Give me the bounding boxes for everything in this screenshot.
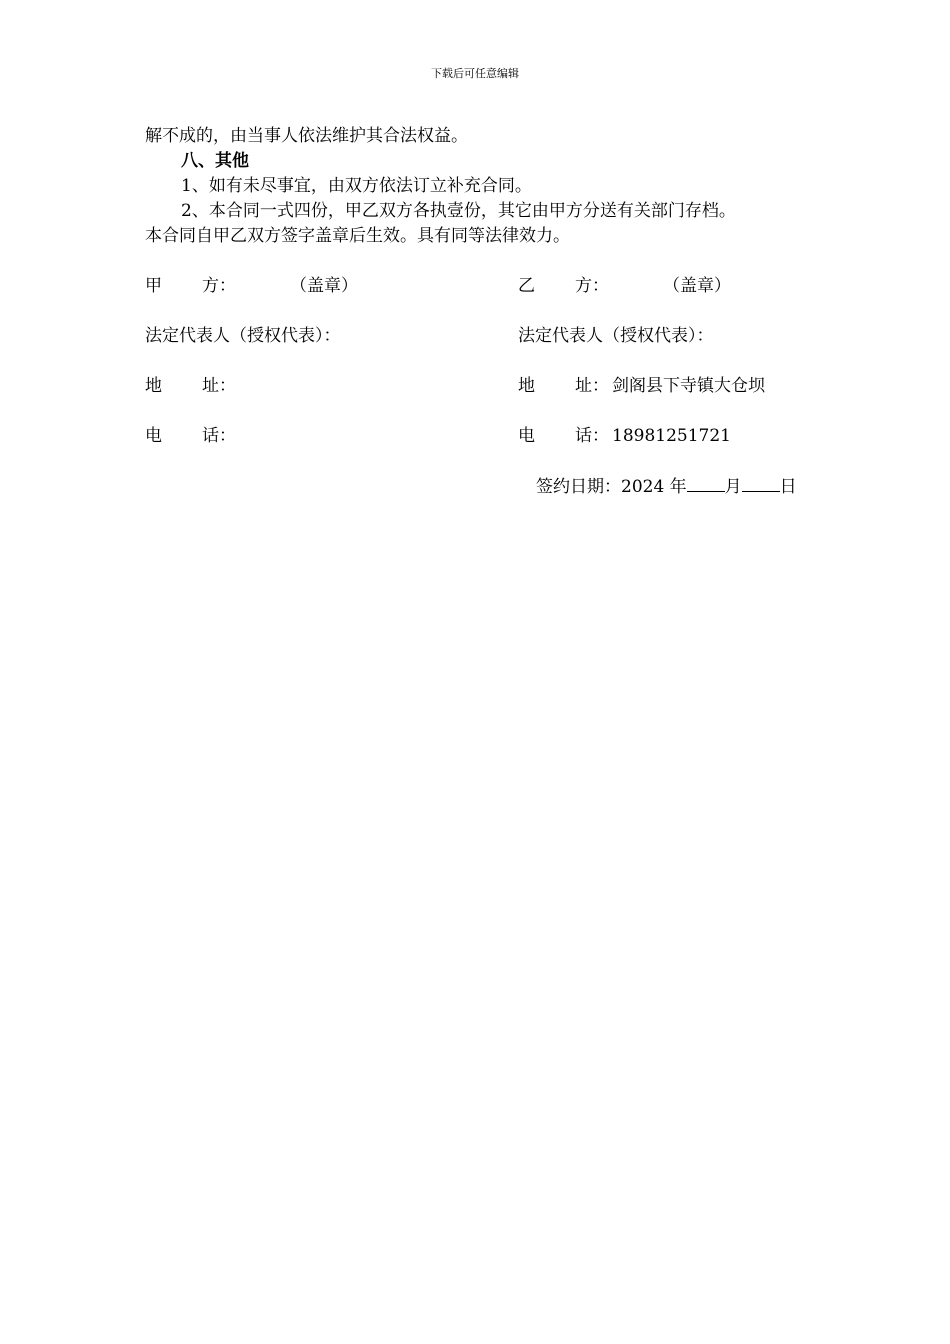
signing-day: 日 — [779, 477, 797, 497]
party-b-rep: 法定代表人（授权代表）： — [518, 326, 714, 346]
party-b-phone-value: 18981251721 — [612, 426, 731, 446]
party-a-label-1: 甲 — [145, 276, 162, 296]
party-a-label-2: 方： — [202, 276, 236, 296]
section-title: 八、其他 — [181, 151, 249, 171]
party-a-address-label-1: 地 — [145, 376, 162, 396]
party-a-phone-label-2: 话： — [202, 426, 236, 446]
party-b-seal: （盖章） — [663, 276, 731, 296]
party-b-label-1: 乙 — [518, 276, 535, 296]
day-blank — [742, 474, 780, 492]
party-b-address-label-2: 址： — [575, 376, 609, 396]
party-b-label-2: 方： — [575, 276, 609, 296]
party-b-address-label-1: 地 — [518, 376, 535, 396]
item-2-line-2: 本合同自甲乙双方签字盖章后生效。具有同等法律效力。 — [145, 226, 570, 246]
party-a-rep: 法定代表人（授权代表）： — [145, 326, 341, 346]
party-b-phone-label-1: 电 — [518, 426, 535, 446]
month-blank — [687, 474, 725, 492]
header-note: 下载后可任意编辑 — [431, 67, 519, 80]
signing-date — [536, 474, 797, 500]
party-a-seal: （盖章） — [290, 276, 358, 296]
signing-date-label: 签约日期：2024 年 — [536, 477, 687, 497]
item-1: 1、如有未尽事宜，由双方依法订立补充合同。 — [181, 176, 532, 196]
party-a-address-label-2: 址： — [202, 376, 236, 396]
party-b-address-value: 剑阁县下寺镇大仓坝 — [612, 376, 765, 396]
item-2-line-1: 2、本合同一式四份，甲乙双方各执壹份，其它由甲方分送有关部门存档。 — [181, 201, 736, 221]
party-b-phone-label-2: 话： — [575, 426, 609, 446]
signing-month: 月 — [724, 477, 742, 497]
body-line-1: 解不成的，由当事人依法维护其合法权益。 — [145, 126, 468, 146]
party-a-phone-label-1: 电 — [145, 426, 162, 446]
